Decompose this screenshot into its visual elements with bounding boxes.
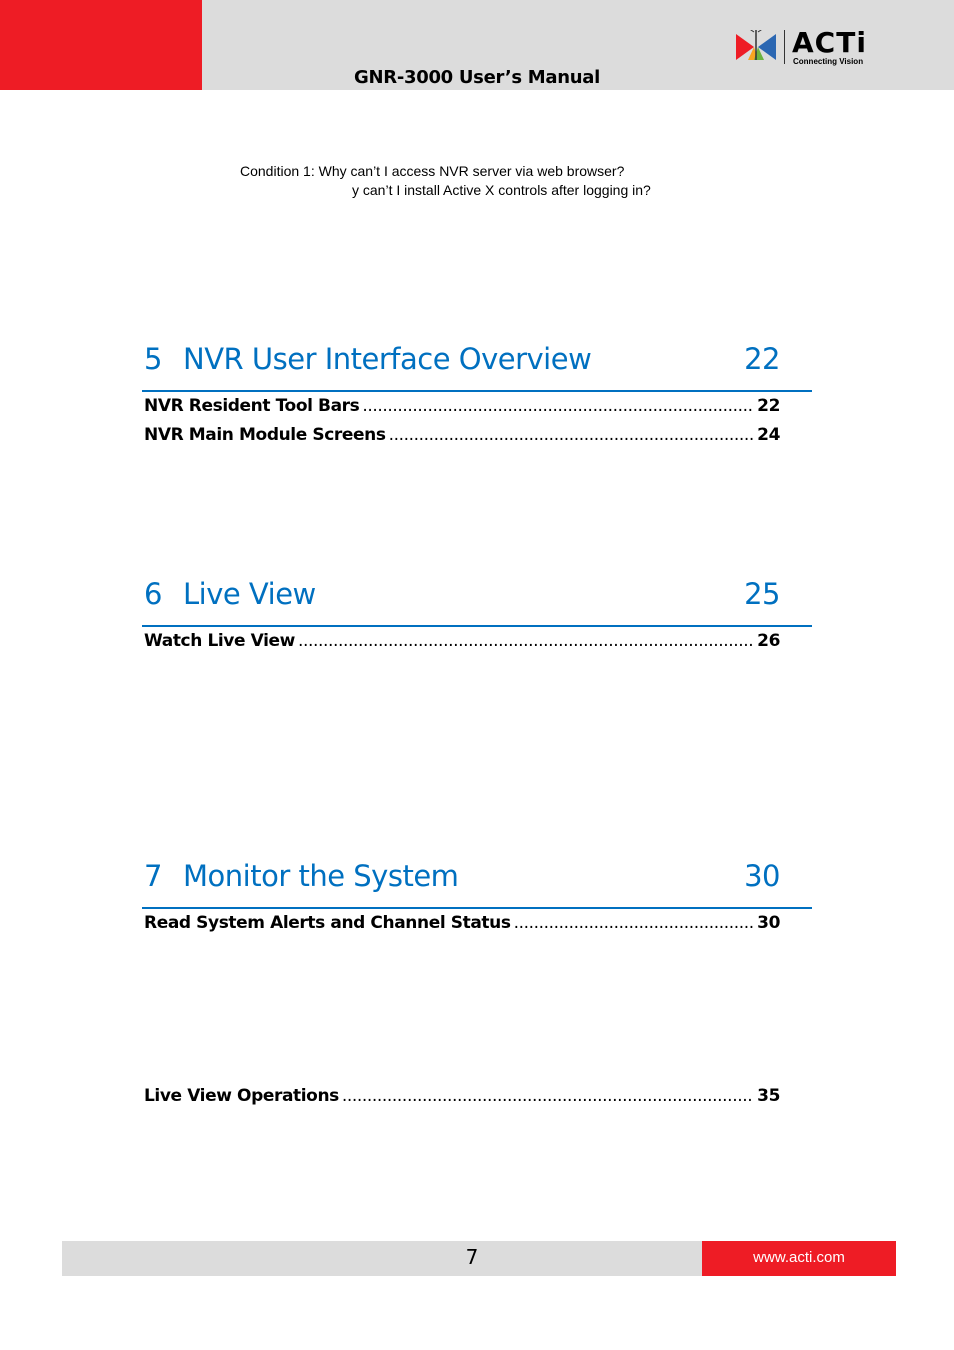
toc-leader-dots	[298, 631, 754, 651]
toc-entry[interactable]	[144, 396, 780, 420]
toc-leader-dots	[389, 425, 755, 445]
chapter-rule	[142, 390, 812, 392]
page-number: 7	[465, 1245, 479, 1269]
toc-leader-dots	[362, 396, 754, 416]
chapter-title: Monitor the System	[183, 859, 459, 893]
acti-logo	[734, 28, 874, 68]
condition-line-1: Condition 1: Why can’t I access NVR server via web browser?	[240, 163, 625, 179]
logo-divider	[784, 30, 785, 64]
toc-entry-label: NVR Resident Tool Bars	[144, 396, 360, 416]
chapter-rule	[142, 907, 812, 909]
toc-entry-label: Read System Alerts and Channel Status	[144, 913, 511, 933]
chapter-number: 5	[144, 342, 162, 376]
chapter-page: 30	[744, 859, 780, 893]
website-link[interactable]: www.acti.com	[753, 1249, 845, 1266]
toc-entry-page: 24	[757, 425, 780, 445]
logo-tagline: Connecting Vision	[793, 57, 864, 66]
chapter-page: 25	[744, 577, 780, 611]
chapter-number: 6	[144, 577, 162, 611]
chapter-number: 7	[144, 859, 162, 893]
toc-entry[interactable]	[144, 1086, 780, 1110]
chapter-rule	[142, 625, 812, 627]
chapter-page: 22	[744, 342, 780, 376]
toc-entry[interactable]	[144, 631, 780, 655]
toc-entry[interactable]	[144, 425, 780, 449]
toc-leader-dots	[342, 1086, 754, 1106]
manual-title: GNR-3000 User’s Manual	[354, 67, 600, 88]
chapter-title: Live View	[183, 577, 316, 611]
logo-wordmark: ACTi	[792, 26, 867, 59]
toc-entry-page: 26	[757, 631, 780, 651]
toc-entry-page: 35	[757, 1086, 780, 1106]
toc-entry-label: Watch Live View	[144, 631, 295, 651]
chapter-title: NVR User Interface Overview	[183, 342, 592, 376]
toc-entry-label: Live View Operations	[144, 1086, 339, 1106]
toc-entry-label: NVR Main Module Screens	[144, 425, 386, 445]
toc-leader-dots	[514, 913, 755, 933]
condition-line-2: y can’t I install Active X controls after logging in?	[352, 182, 651, 198]
toc-entry-page: 30	[757, 913, 780, 933]
butterfly-logo-icon	[734, 30, 778, 64]
toc-entry-page: 22	[757, 396, 780, 416]
toc-entry[interactable]	[144, 913, 780, 937]
